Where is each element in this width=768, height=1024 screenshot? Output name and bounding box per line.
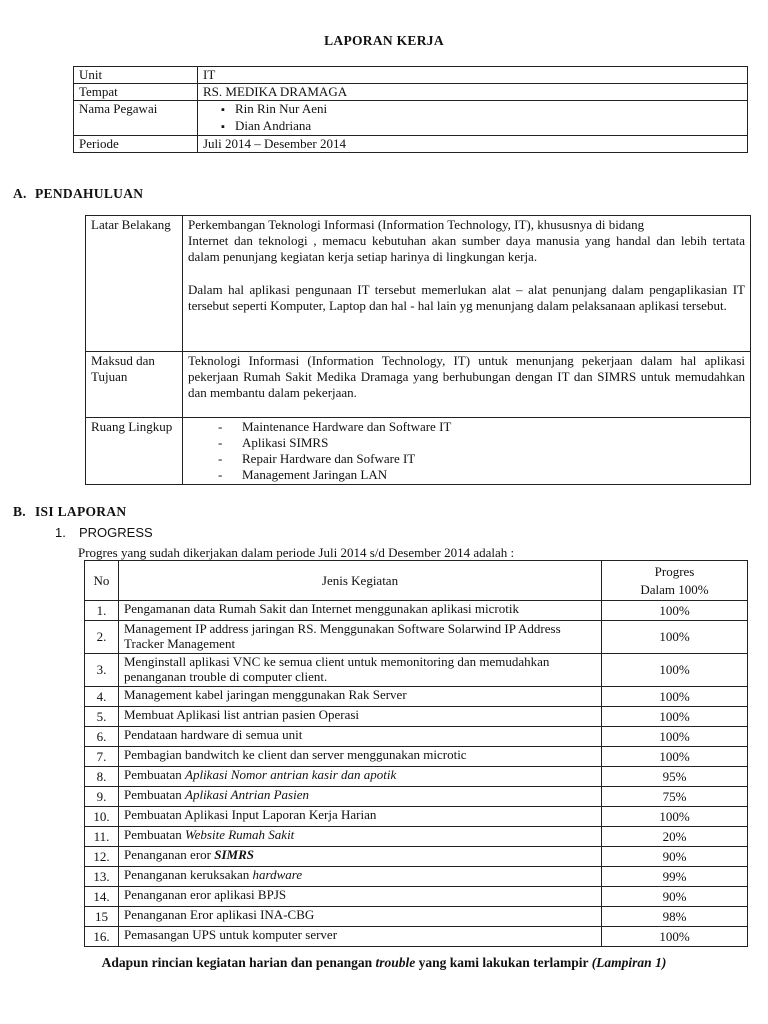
progress-header-row bbox=[85, 561, 748, 601]
row-activity-text: Penanganan eror bbox=[124, 847, 215, 862]
row-number: 3. bbox=[85, 654, 119, 687]
col-pct-header-line1: Progres bbox=[654, 563, 695, 579]
row-progress: 100% bbox=[602, 727, 748, 747]
row-activity bbox=[119, 867, 602, 887]
table-row bbox=[85, 827, 748, 847]
row-activity bbox=[119, 807, 602, 827]
table-row bbox=[85, 907, 748, 927]
row-progress: 100% bbox=[602, 654, 748, 687]
row-activity-text: Pembuatan bbox=[124, 787, 186, 802]
row-progress: 100% bbox=[602, 747, 748, 767]
row-activity bbox=[119, 601, 602, 621]
table-row bbox=[85, 727, 748, 747]
table-row bbox=[85, 867, 748, 887]
pegawai-item: ▪ Dian Andriana bbox=[235, 118, 742, 135]
row-number: 1. bbox=[85, 601, 119, 621]
row-progress: 100% bbox=[602, 707, 748, 727]
ruang-item: - Maintenance Hardware dan Software IT bbox=[218, 419, 745, 435]
footer-mid: yang kami lakukan terlampir bbox=[415, 955, 592, 970]
row-activity bbox=[119, 887, 602, 907]
row-activity bbox=[119, 687, 602, 707]
pendahuluan-table bbox=[85, 215, 751, 485]
row-number: 14. bbox=[85, 887, 119, 907]
row-progress: 98% bbox=[602, 907, 748, 927]
latar-paragraph-2: Internet dan teknologi , memacu kebutuhan akan sumber daya manusia yang handal dan lebih tertata dalam penunjang kegiatan kerja setiap harinya di lingkungan kerja. bbox=[188, 233, 745, 264]
row-progress: 100% bbox=[602, 621, 748, 654]
info-row-pegawai bbox=[74, 101, 748, 136]
ruang-value bbox=[183, 418, 751, 485]
progress-title: PROGRESS bbox=[79, 525, 153, 540]
info-row-tempat bbox=[74, 84, 748, 101]
row-activity bbox=[119, 654, 602, 687]
table-row bbox=[85, 654, 748, 687]
row-progress: 100% bbox=[602, 927, 748, 947]
latar-paragraph-3: Dalam hal aplikasi pengunaan IT tersebut memerlukan alat – alat penunjang dalam pengaplikasian IT tersebut seperti Komputer, Laptop dan hal - hal lain yg menunjang dalam pelaksanaan aplikasi tersebut. bbox=[188, 282, 745, 313]
row-number: 6. bbox=[85, 727, 119, 747]
pegawai-value bbox=[198, 101, 748, 136]
row-activity-emphasis: Aplikasi Nomor antrian kasir dan apotik bbox=[185, 767, 397, 782]
row-number: 9. bbox=[85, 787, 119, 807]
row-progress: 90% bbox=[602, 847, 748, 867]
row-number: 7. bbox=[85, 747, 119, 767]
latar-label: Latar Belakang bbox=[86, 216, 183, 352]
col-pct-header bbox=[602, 561, 748, 601]
row-activity-text: Pembuatan Aplikasi Input Laporan Kerja Harian bbox=[124, 807, 377, 822]
row-activity bbox=[119, 621, 602, 654]
tempat-label: Tempat bbox=[74, 84, 198, 101]
row-progress: 99% bbox=[602, 867, 748, 887]
row-activity bbox=[119, 927, 602, 947]
row-number: 12. bbox=[85, 847, 119, 867]
row-progress: 100% bbox=[602, 601, 748, 621]
section-a-heading bbox=[13, 186, 143, 202]
row-activity-text: Pembagian bandwitch ke client dan server menggunakan microtic bbox=[124, 747, 467, 762]
unit-value: IT bbox=[198, 67, 748, 84]
table-row bbox=[85, 747, 748, 767]
footer-pre: Adapun rincian kegiatan harian dan penangan bbox=[101, 955, 376, 970]
table-row bbox=[85, 787, 748, 807]
row-progress: 95% bbox=[602, 767, 748, 787]
row-progress: 20% bbox=[602, 827, 748, 847]
row-progress: 90% bbox=[602, 887, 748, 907]
section-b-number: B. bbox=[13, 504, 26, 519]
unit-label: Unit bbox=[74, 67, 198, 84]
row-number: 10. bbox=[85, 807, 119, 827]
tempat-value: RS. MEDIKA DRAMAGA bbox=[198, 84, 748, 101]
ruang-item: - Repair Hardware dan Sofware IT bbox=[218, 451, 745, 467]
info-table bbox=[73, 66, 748, 153]
pend-row-latar bbox=[86, 216, 751, 352]
pegawai-item: ▪ Rin Rin Nur Aeni bbox=[235, 101, 742, 118]
ruang-item: - Management Jaringan LAN bbox=[218, 467, 745, 483]
row-activity bbox=[119, 767, 602, 787]
col-pct-header-line2: Dalam 100% bbox=[640, 581, 709, 597]
row-activity-text: Pembuatan bbox=[124, 827, 186, 842]
row-activity-emphasis: SIMRS bbox=[214, 847, 254, 862]
section-b-title: ISI LAPORAN bbox=[35, 504, 127, 519]
table-row bbox=[85, 807, 748, 827]
row-activity-text: Pendataan hardware di semua unit bbox=[124, 727, 303, 742]
row-number: 4. bbox=[85, 687, 119, 707]
periode-value: Juli 2014 – Desember 2014 bbox=[198, 136, 748, 153]
section-a-number: A. bbox=[13, 186, 27, 201]
row-number: 13. bbox=[85, 867, 119, 887]
table-row bbox=[85, 687, 748, 707]
row-activity-text: Management kabel jaringan menggunakan Rak Server bbox=[124, 687, 407, 702]
row-number: 11. bbox=[85, 827, 119, 847]
row-activity-text: Pengamanan data Rumah Sakit dan Internet menggunakan aplikasi microtik bbox=[124, 601, 519, 616]
row-activity-text: Penanganan keruksakan bbox=[124, 867, 253, 882]
row-activity-text: Menginstall aplikasi VNC ke semua client untuk memonitoring dan memudahkan penanganan trouble di computer client. bbox=[124, 654, 550, 684]
col-no-header: No bbox=[85, 561, 119, 601]
pend-row-ruang bbox=[86, 418, 751, 485]
row-number: 16. bbox=[85, 927, 119, 947]
table-row bbox=[85, 847, 748, 867]
maksud-value: Teknologi Informasi (Information Technology, IT) untuk menunjang pekerjaan dalam hal aplikasi pekerjaan Rumah Sakit Medika Dramaga yang berhubungan dengan IT dan SIMRS untuk memudahkan dan membantu dalam pekerjaan. bbox=[183, 352, 751, 418]
section-b-heading bbox=[13, 504, 126, 520]
row-activity-text: Penanganan Eror aplikasi INA-CBG bbox=[124, 907, 315, 922]
row-progress: 100% bbox=[602, 807, 748, 827]
info-row-periode bbox=[74, 136, 748, 153]
progress-table-body bbox=[85, 601, 748, 947]
row-activity-text: Pembuatan bbox=[124, 767, 186, 782]
row-activity-text: Pemasangan UPS untuk komputer server bbox=[124, 927, 338, 942]
latar-text bbox=[188, 217, 745, 350]
row-activity-text: Management IP address jaringan RS. Menggunakan Software Solarwind IP Address Tracker Management bbox=[124, 621, 561, 651]
progress-number: 1. bbox=[55, 525, 66, 540]
latar-value bbox=[183, 216, 751, 352]
footer-note bbox=[0, 955, 768, 971]
row-activity bbox=[119, 847, 602, 867]
row-activity bbox=[119, 827, 602, 847]
table-row bbox=[85, 887, 748, 907]
table-row bbox=[85, 601, 748, 621]
progress-intro: Progres yang sudah dikerjakan dalam periode Juli 2014 s/d Desember 2014 adalah : bbox=[78, 545, 515, 560]
row-activity bbox=[119, 907, 602, 927]
row-activity bbox=[119, 707, 602, 727]
row-activity bbox=[119, 727, 602, 747]
table-row bbox=[85, 621, 748, 654]
section-a-title: PENDAHULUAN bbox=[35, 186, 144, 201]
pegawai-label: Nama Pegawai bbox=[74, 101, 198, 136]
row-activity-text: Penanganan eror aplikasi BPJS bbox=[124, 887, 287, 902]
row-activity bbox=[119, 787, 602, 807]
row-activity bbox=[119, 747, 602, 767]
page-title: LAPORAN KERJA bbox=[324, 33, 444, 48]
ruang-list bbox=[188, 419, 745, 483]
latar-paragraph-1: Perkembangan Teknologi Informasi (Information Technology, IT), khususnya di bidang bbox=[188, 217, 645, 232]
pegawai-list bbox=[203, 101, 742, 135]
row-number: 5. bbox=[85, 707, 119, 727]
maksud-label: Maksud dan Tujuan bbox=[86, 352, 183, 418]
progress-table bbox=[84, 560, 748, 947]
row-activity-emphasis: Website Rumah Sakit bbox=[185, 827, 295, 842]
footer-lampiran: (Lampiran 1) bbox=[591, 955, 667, 970]
row-progress: 75% bbox=[602, 787, 748, 807]
row-activity-text: Membuat Aplikasi list antrian pasien Operasi bbox=[124, 707, 360, 722]
col-job-header: Jenis Kegiatan bbox=[119, 561, 602, 601]
table-row bbox=[85, 767, 748, 787]
pend-row-maksud bbox=[86, 352, 751, 418]
row-number: 15 bbox=[85, 907, 119, 927]
progress-heading bbox=[55, 525, 153, 541]
periode-label: Periode bbox=[74, 136, 198, 153]
table-row bbox=[85, 707, 748, 727]
footer-emph: trouble bbox=[375, 955, 416, 970]
ruang-label: Ruang Lingkup bbox=[86, 418, 183, 485]
row-number: 8. bbox=[85, 767, 119, 787]
ruang-item: - Aplikasi SIMRS bbox=[218, 435, 745, 451]
row-progress: 100% bbox=[602, 687, 748, 707]
info-row-unit bbox=[74, 67, 748, 84]
row-number: 2. bbox=[85, 621, 119, 654]
row-activity-emphasis: Aplikasi Antrian Pasien bbox=[185, 787, 309, 802]
row-activity-emphasis: hardware bbox=[252, 867, 303, 882]
table-row bbox=[85, 927, 748, 947]
